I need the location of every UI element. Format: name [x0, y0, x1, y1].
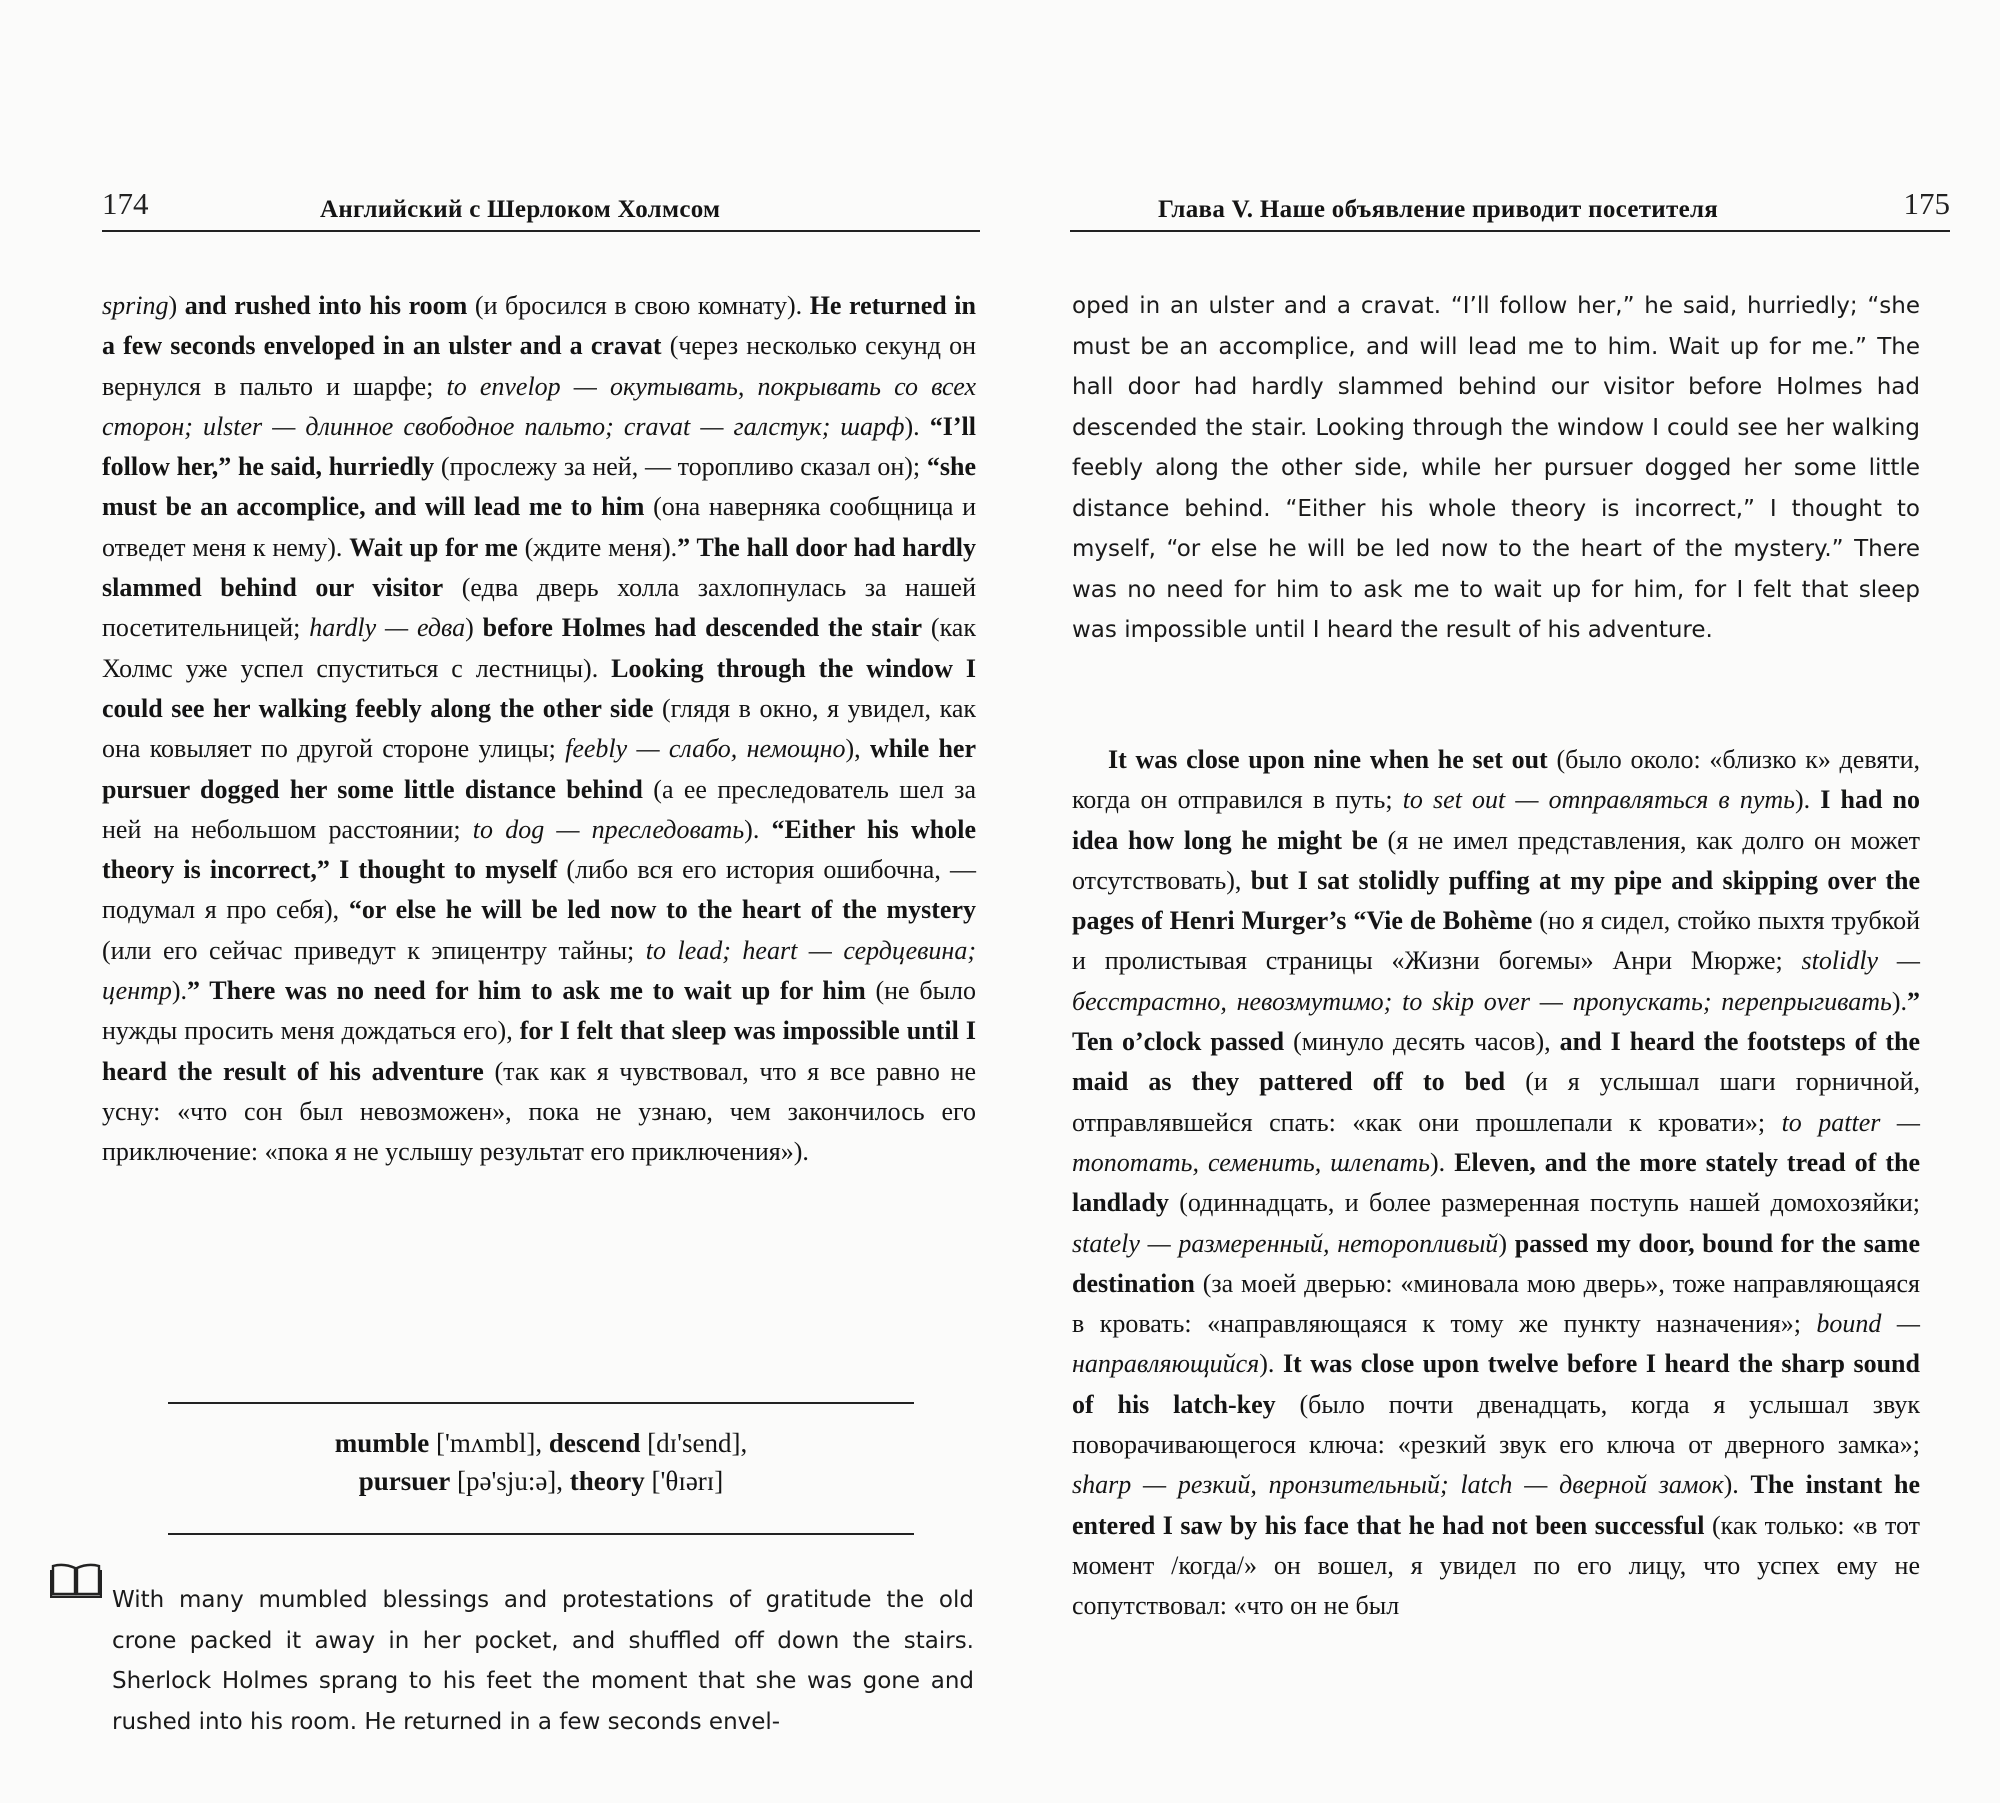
russian-translation: (за моей дверью: «миновала мою дверь», тоже направляющаяся в кровать: «направляющаяся к тому же пункту назначения»;	[1072, 1268, 1920, 1339]
open-book-icon	[50, 1562, 102, 1598]
running-title-right: Глава V. Наше объявление приводит посетителя	[1158, 196, 1719, 223]
russian-translation: (одиннадцать, и более размеренная поступь нашей домохозяйки;	[1168, 1188, 1920, 1218]
vocabulary-gloss: to dog — преследовать	[472, 814, 745, 844]
russian-translation: ).	[171, 976, 188, 1006]
vocabulary-gloss: feebly — слабо, немощно	[565, 734, 846, 764]
russian-translation: )	[168, 291, 185, 320]
english-phrase: The instant he entered I saw by his face that he had not been successful	[1072, 1470, 1920, 1540]
english-phrase: He returned in a few seconds enveloped in an ulster and a cravat	[102, 291, 976, 361]
russian-translation: (или его сейчас приведут к эпицентру тайны;	[102, 935, 646, 965]
english-phrase: while her pursuer dogged her some little distance behind	[102, 734, 976, 804]
english-phrase: but I sat stolidly puffing at my pipe and skipping over the pages of Henri Murger’s “Vie de Bohème	[1072, 865, 1920, 936]
russian-translation: [pə'sju:ə],	[450, 1466, 570, 1496]
english-phrase: “she must be an accomplice, and will lead me to him	[102, 452, 976, 522]
page-number-right: 175	[1903, 186, 1950, 221]
russian-translation: (ждите меня).	[517, 532, 678, 562]
running-header-right	[1070, 180, 1950, 232]
pronunciation-bottom-rule	[168, 1533, 914, 1535]
english-phrase: and rushed into his room	[184, 291, 468, 320]
english-phrase: It was close upon nine when he set out	[1108, 745, 1548, 774]
russian-translation: (прослежу за ней, — торопливо сказал он);	[434, 452, 927, 482]
vocabulary-gloss: to set out — отправляться в путь	[1402, 785, 1795, 815]
running-header-left	[102, 180, 980, 232]
russian-translation: ),	[845, 734, 870, 764]
russian-translation: (и бросился в свою комнату).	[467, 291, 810, 320]
russian-translation: (и я услышал шаги горничной, отправлявшейся спать: «как они прошлепали к кровати»;	[1072, 1067, 1920, 1137]
vocabulary-gloss: bound — направляющийся	[1072, 1309, 1921, 1379]
russian-translation: (либо вся его история ошибочна, — подумал я про себя),	[102, 855, 976, 925]
english-phrase: for I felt that sleep was impossible until I heard the result of his adventure	[102, 1016, 976, 1086]
english-original-left: With many mumbled blessings and protestations of gratitude the old crone packed it away in her pocket, and shuffled off down the stairs. Sherlock Holmes sprang to his feet the moment that she was gone and rushed into his room. He returned in a few seconds envel-	[112, 1587, 974, 1735]
english-phrase: It was close upon twelve before I heard the sharp sound of his latch-key	[1072, 1349, 1920, 1419]
vocabulary-gloss: spring	[102, 291, 169, 320]
russian-translation: (так как я чувствовал, что я все равно не усну: «что сон был невозможен», пока не узнаю, чем закончилось его приключение: «пока я не услышу результат его приключения»).	[102, 1056, 976, 1167]
russian-translation: (минуло десять часов),	[1284, 1027, 1560, 1057]
russian-translation: ).	[904, 411, 930, 441]
russian-translation: (а ее преследователь шел за ней на небольшом расстоянии;	[102, 774, 976, 844]
russian-translation: (было около: «близко к» девяти, когда он отправился в путь;	[1072, 745, 1920, 815]
section-break	[1072, 650, 1920, 720]
vocabulary-gloss: sharp — резкий, пронзительный; latch — дверной замок	[1072, 1470, 1724, 1500]
english-phrase: I had no idea how long he might be	[1072, 785, 1920, 855]
russian-translation: (было почти двенадцать, когда я услышал звук поворачивающегося ключа: «резкий звук его ключа от дверного замка»;	[1072, 1389, 1921, 1460]
russian-translation: (как Холмс уже успел спуститься с лестницы).	[102, 613, 976, 683]
vocabulary-gloss: to envelop — окутывать, покрывать со всех сторон; ulster — длинное свободное пальто; cravat — галстук; шарф	[102, 371, 976, 441]
english-phrase: ” There was no need for him to ask me to wait up for him	[187, 976, 866, 1006]
russian-translation: ['mʌmbl],	[429, 1428, 549, 1458]
russian-translation: )	[465, 613, 483, 643]
vocabulary-gloss: stately — размеренный, неторопливый	[1072, 1228, 1499, 1258]
russian-translation: (едва дверь холла захлопнулась за нашей посетительницей;	[102, 573, 976, 643]
russian-translation: ).	[1891, 986, 1907, 1016]
russian-translation: ).	[1259, 1349, 1283, 1379]
vocabulary-gloss: stolidly — бесстрастно, невозмутимо; to skip over — пропускать; перепрыгивать	[1072, 946, 1921, 1016]
russian-translation: ['θɪərɪ]	[644, 1466, 724, 1496]
vocabulary-gloss: to lead; heart — сердцевина; центр	[102, 935, 976, 1006]
english-phrase: passed my door, bound for the same destination	[1072, 1228, 1920, 1298]
russian-translation: (но я сидел, стойко пыхтя трубкой и пролистывая страницы «Жизни богемы» Анри Мюрже;	[1072, 906, 1920, 976]
vocabulary-gloss: hardly — едва	[309, 613, 466, 643]
english-phrase: theory	[569, 1466, 645, 1496]
english-phrase: “I’ll follow her,” he said, hurriedly	[102, 411, 976, 482]
right-page	[1000, 0, 2000, 1803]
russian-translation: (через несколько секунд он вернулся в пальто и шарфе;	[102, 331, 976, 401]
english-phrase: Looking through the window I could see her walking feebly along the other side	[102, 653, 977, 723]
russian-translation: [dɪ'send],	[640, 1428, 748, 1458]
bilingual-text-left	[102, 286, 976, 1173]
russian-translation: ).	[744, 814, 772, 844]
russian-translation: (она наверняка сообщница и отведет меня к нему).	[102, 492, 976, 562]
pronunciation-line-2	[168, 1462, 914, 1500]
english-phrase: “or else he will be led now to the heart of the mystery	[348, 895, 976, 925]
english-phrase: Eleven, and the more stately tread of the landlady	[1072, 1147, 1920, 1218]
pronunciation-line-1	[168, 1424, 914, 1462]
running-title-left: Английский с Шерлоком Холмсом	[320, 196, 721, 223]
russian-translation: ).	[1794, 785, 1821, 815]
russian-translation: (я не имел представления, как долго он может отсутствовать),	[1072, 825, 1920, 895]
bilingual-text-right	[1072, 740, 1920, 1627]
page-number-left: 174	[102, 186, 149, 221]
english-phrase: ” The hall door had hardly slammed behind our visitor	[102, 532, 976, 603]
english-phrase: mumble	[334, 1428, 430, 1458]
pronunciation-top-rule	[168, 1402, 914, 1404]
english-phrase: “Either his whole theory is incorrect,” I thought to myself	[102, 814, 976, 885]
russian-translation: (как только: «в тот момент /когда/» он вошел, я увидел по его лицу, что успех ему не сопутствовал: «что он не был	[1072, 1510, 1920, 1621]
english-phrase: before Holmes had descended the stair	[482, 613, 923, 643]
russian-translation: (глядя в окно, я увидел, как она ковыляет по другой стороне улицы;	[102, 693, 977, 764]
russian-translation: )	[1498, 1228, 1515, 1258]
russian-translation: ).	[1723, 1470, 1751, 1500]
english-phrase: descend	[548, 1428, 641, 1458]
english-original-right: oped in an ulster and a cravat. “I’ll follow her,” he said, hurriedly; “she must be an accomplice, and will lead me to him. Wait up for me.” The hall door had hardly slammed behind our visitor before Holmes had descended the stair. Looking through the window I could see her walking feebly along the other side, while her pursuer dogged her some little distance behind. “Either his whole theory is incorrect,” I thought to myself, “or else he will be led now to the heart of the mystery.” There was no need for him to ask me to wait up for him, for I felt that sleep was impossible until I heard the result of his adventure.	[1072, 293, 1920, 643]
vocabulary-gloss: to patter — топотать, семенить, шлепать	[1072, 1107, 1920, 1177]
english-phrase: and I heard the footsteps of the maid as they pattered off to bed	[1072, 1027, 1920, 1097]
english-phrase: Wait up for me	[349, 532, 518, 562]
english-phrase: ” Ten o’clock passed	[1072, 986, 1920, 1057]
russian-translation: (не было нужды просить меня дождаться его),	[102, 976, 976, 1046]
english-phrase: pursuer	[358, 1466, 451, 1496]
russian-translation: ).	[1430, 1147, 1455, 1177]
